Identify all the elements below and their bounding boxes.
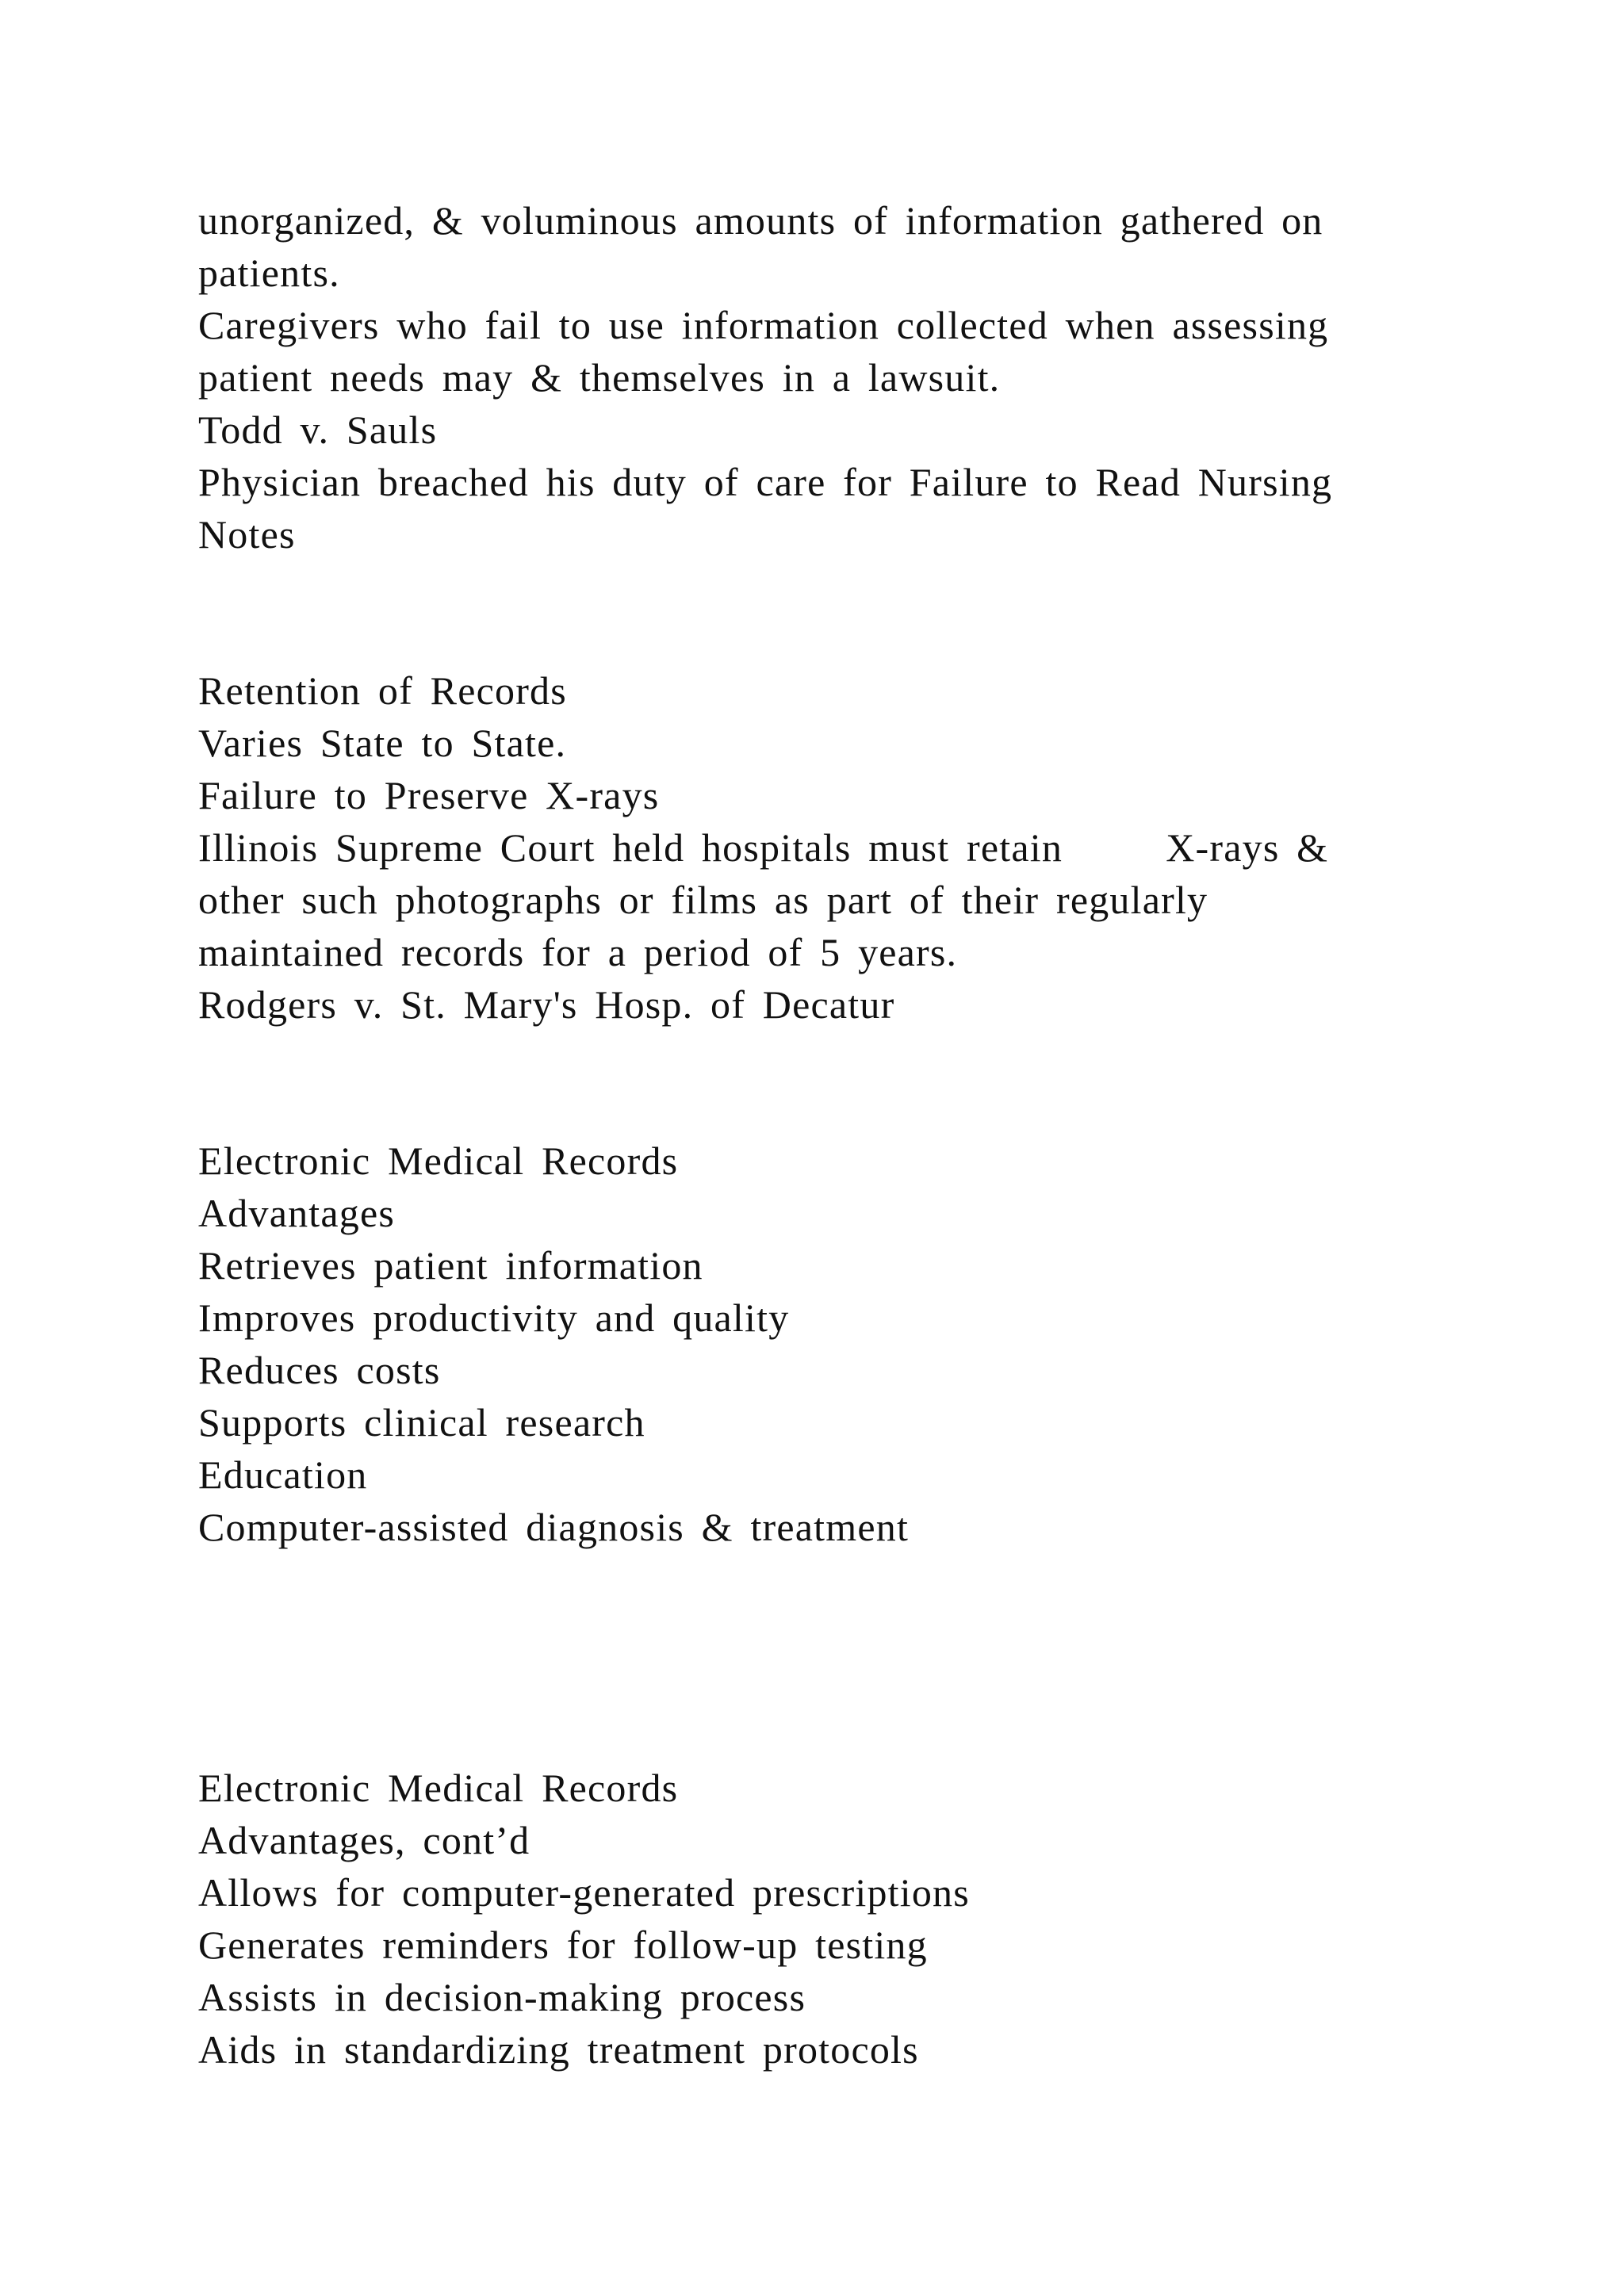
text-line: unorganized, & voluminous amounts of information gathered on (198, 198, 1323, 243)
section-heading: Electronic Medical Records (198, 1766, 679, 1810)
list-item: Allows for computer-generated prescriptions (198, 1870, 970, 1915)
list-item: Generates reminders for follow-up testing (198, 1923, 928, 1967)
list-item: Assists in decision-making process (198, 1975, 806, 2019)
list-item: Computer-assisted diagnosis & treatment (198, 1505, 910, 1549)
list-item: Improves productivity and quality (198, 1295, 790, 1340)
text-line: Advantages, cont’d (198, 1818, 530, 1862)
text-line: Notes (198, 512, 296, 557)
text-line: Physician breached his duty of care for Failure to Read Nursing (198, 460, 1333, 504)
list-item: Reduces costs (198, 1348, 441, 1392)
text-line: patient needs may & themselves in a lawsuit. (198, 355, 1001, 400)
text-line: maintained records for a period of 5 years. (198, 930, 958, 974)
section-heading: Retention of Records (198, 668, 567, 713)
list-item: Retrieves patient information (198, 1243, 703, 1288)
text-line: Advantages (198, 1191, 396, 1235)
case-citation: Todd v. Sauls (198, 408, 438, 452)
text-line: other such photographs or films as part of their regularly (198, 878, 1208, 922)
list-item: Supports clinical research (198, 1400, 645, 1445)
text-line: Illinois Supreme Court held hospitals must retain X-rays & (198, 825, 1329, 870)
text-line: Failure to Preserve X-rays (198, 773, 660, 817)
section-heading: Electronic Medical Records (198, 1138, 679, 1183)
case-citation: Rodgers v. St. Mary's Hosp. of Decatur (198, 982, 895, 1027)
list-item: Aids in standardizing treatment protocols (198, 2027, 919, 2072)
text-line: patients. (198, 251, 340, 295)
text-line: Varies State to State. (198, 721, 567, 765)
list-item: Education (198, 1452, 368, 1497)
text-line: Caregivers who fail to use information collected when assessing (198, 303, 1329, 347)
